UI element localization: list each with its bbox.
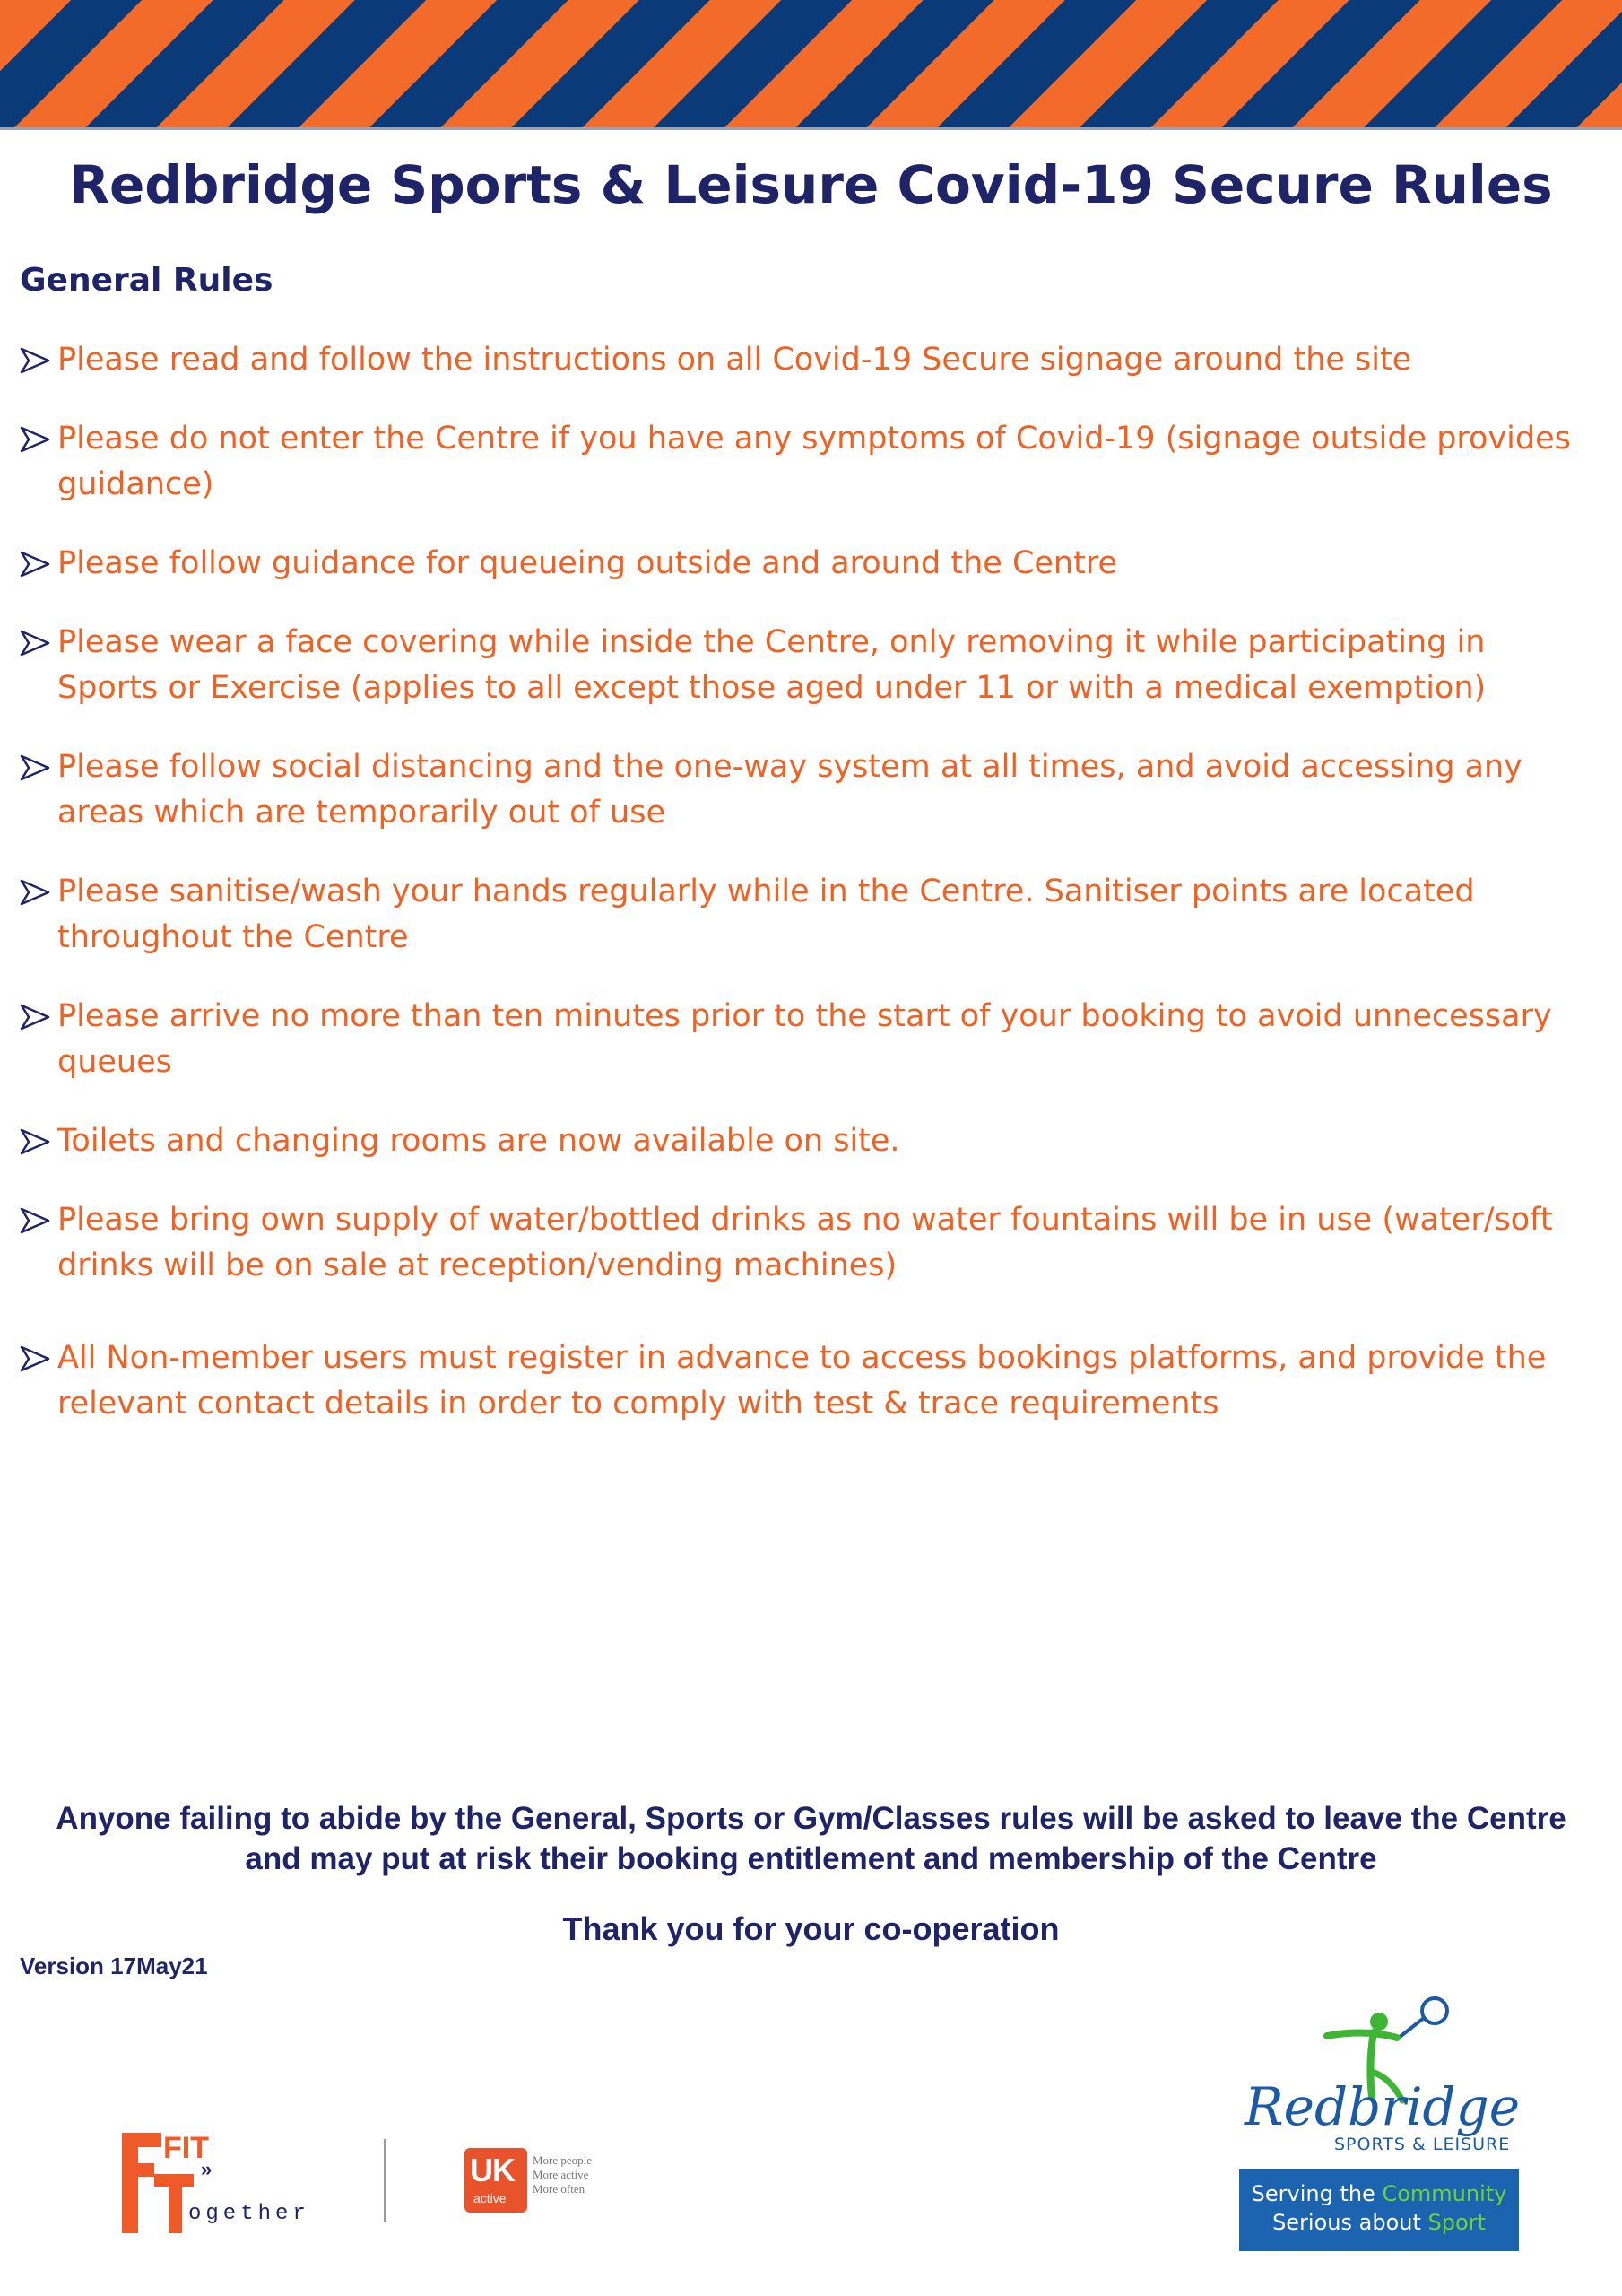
arrow-bullet-icon (20, 551, 50, 578)
page-title: Redbridge Sports & Leisure Covid-19 Secure Rules (69, 154, 1553, 215)
rule-text: Please arrive no more than ten minutes prior to the start of your booking to avoid unnecessary queues (57, 998, 1552, 1080)
slogan-highlight: Sport (1427, 2210, 1486, 2235)
rule-item (20, 1335, 1580, 1427)
warning-line-2: and may put at risk their booking entitlement and membership of the Centre (245, 1841, 1377, 1876)
rule-text: Please wear a face covering while inside the Centre, only removing it while participating in Sports or Exercise (applies to all except those aged under 11 or with a medical exemption) (57, 624, 1487, 706)
redbridge-logo (1237, 1991, 1524, 2260)
rule-text: All Non-member users must register in advance to access bookings platforms, and provide the relevant contact details in order to comply with test & trace requirements (57, 1340, 1547, 1422)
rule-text: Please do not enter the Centre if you have any symptoms of Covid-19 (signage outside provides guidance) (57, 421, 1571, 502)
section-heading: General Rules (20, 262, 273, 299)
ukactive-active-text: active (473, 2191, 507, 2205)
chevron-right-icon: » (201, 2158, 213, 2180)
rule-text: Please follow social distancing and the one-way system at all times, and avoid accessing any areas which are temporarily out of use (57, 749, 1522, 831)
redbridge-subtitle: SPORTS & LEISURE (1334, 2135, 1511, 2154)
rules-list (20, 337, 1580, 1460)
header-stripe-band (0, 0, 1622, 130)
tagline-line: More often (533, 2182, 585, 2196)
together-logo-text: ogether (188, 2202, 310, 2226)
rule-text: Toilets and changing rooms are now available on site. (57, 1123, 900, 1159)
ukactive-uk-text: UK (470, 2152, 515, 2188)
rule-item (20, 1197, 1580, 1289)
fit-logo-text: FIT (163, 2131, 209, 2165)
rule-item (20, 337, 1580, 383)
rule-item (20, 869, 1580, 961)
ukactive-logo (464, 2148, 608, 2220)
slogan-text: Serious about (1272, 2210, 1428, 2235)
rule-text: Please follow guidance for queueing outside and around the Centre (57, 545, 1117, 581)
rule-text: Please sanitise/wash your hands regularly while in the Centre. Sanitiser points are located throughout the Centre (57, 874, 1475, 955)
rule-item (20, 994, 1580, 1085)
rule-item (20, 620, 1580, 711)
arrow-bullet-icon (20, 1345, 50, 1372)
rule-text: Please read and follow the instructions on all Covid-19 Secure signage around the site (57, 342, 1412, 378)
logo-divider (384, 2139, 386, 2222)
arrow-bullet-icon (20, 879, 50, 906)
ukactive-badge (464, 2148, 527, 2213)
arrow-bullet-icon (20, 1128, 50, 1155)
arrow-bullet-icon (20, 1004, 50, 1031)
warning-line-1: Anyone failing to abide by the General, Sports or Gym/Classes rules will be asked to leave the Centre (56, 1801, 1566, 1836)
redbridge-wordmark: Redbridge (1245, 2076, 1521, 2137)
tagline-line: More people (533, 2153, 593, 2167)
slogan-line-1 (1239, 2179, 1519, 2208)
thank-you-text: Thank you for your co-operation (562, 1910, 1060, 1947)
rule-item (20, 1118, 1580, 1164)
warning-notice (0, 1798, 1622, 1879)
rule-item (20, 744, 1580, 836)
arrow-bullet-icon (20, 426, 50, 453)
arrow-bullet-icon (20, 754, 50, 781)
tagline-line: More active (533, 2168, 589, 2181)
slogan-text: Serving the (1251, 2181, 1383, 2206)
arrow-bullet-icon (20, 1207, 50, 1234)
rule-item (20, 416, 1580, 508)
rule-text: Please bring own supply of water/bottled drinks as no water fountains will be in use (water/soft drinks will be on sale at reception/vending machines) (57, 1202, 1553, 1283)
ukactive-tagline (533, 2153, 592, 2196)
arrow-bullet-icon (20, 347, 50, 374)
version-label: Version 17May21 (20, 1952, 208, 1979)
redbridge-slogan-box (1239, 2169, 1519, 2251)
arrow-bullet-icon (20, 630, 50, 657)
rule-item (20, 541, 1580, 587)
slogan-highlight: Community (1382, 2181, 1507, 2206)
slogan-line-2 (1239, 2208, 1519, 2237)
fit-together-logo (118, 2126, 334, 2233)
